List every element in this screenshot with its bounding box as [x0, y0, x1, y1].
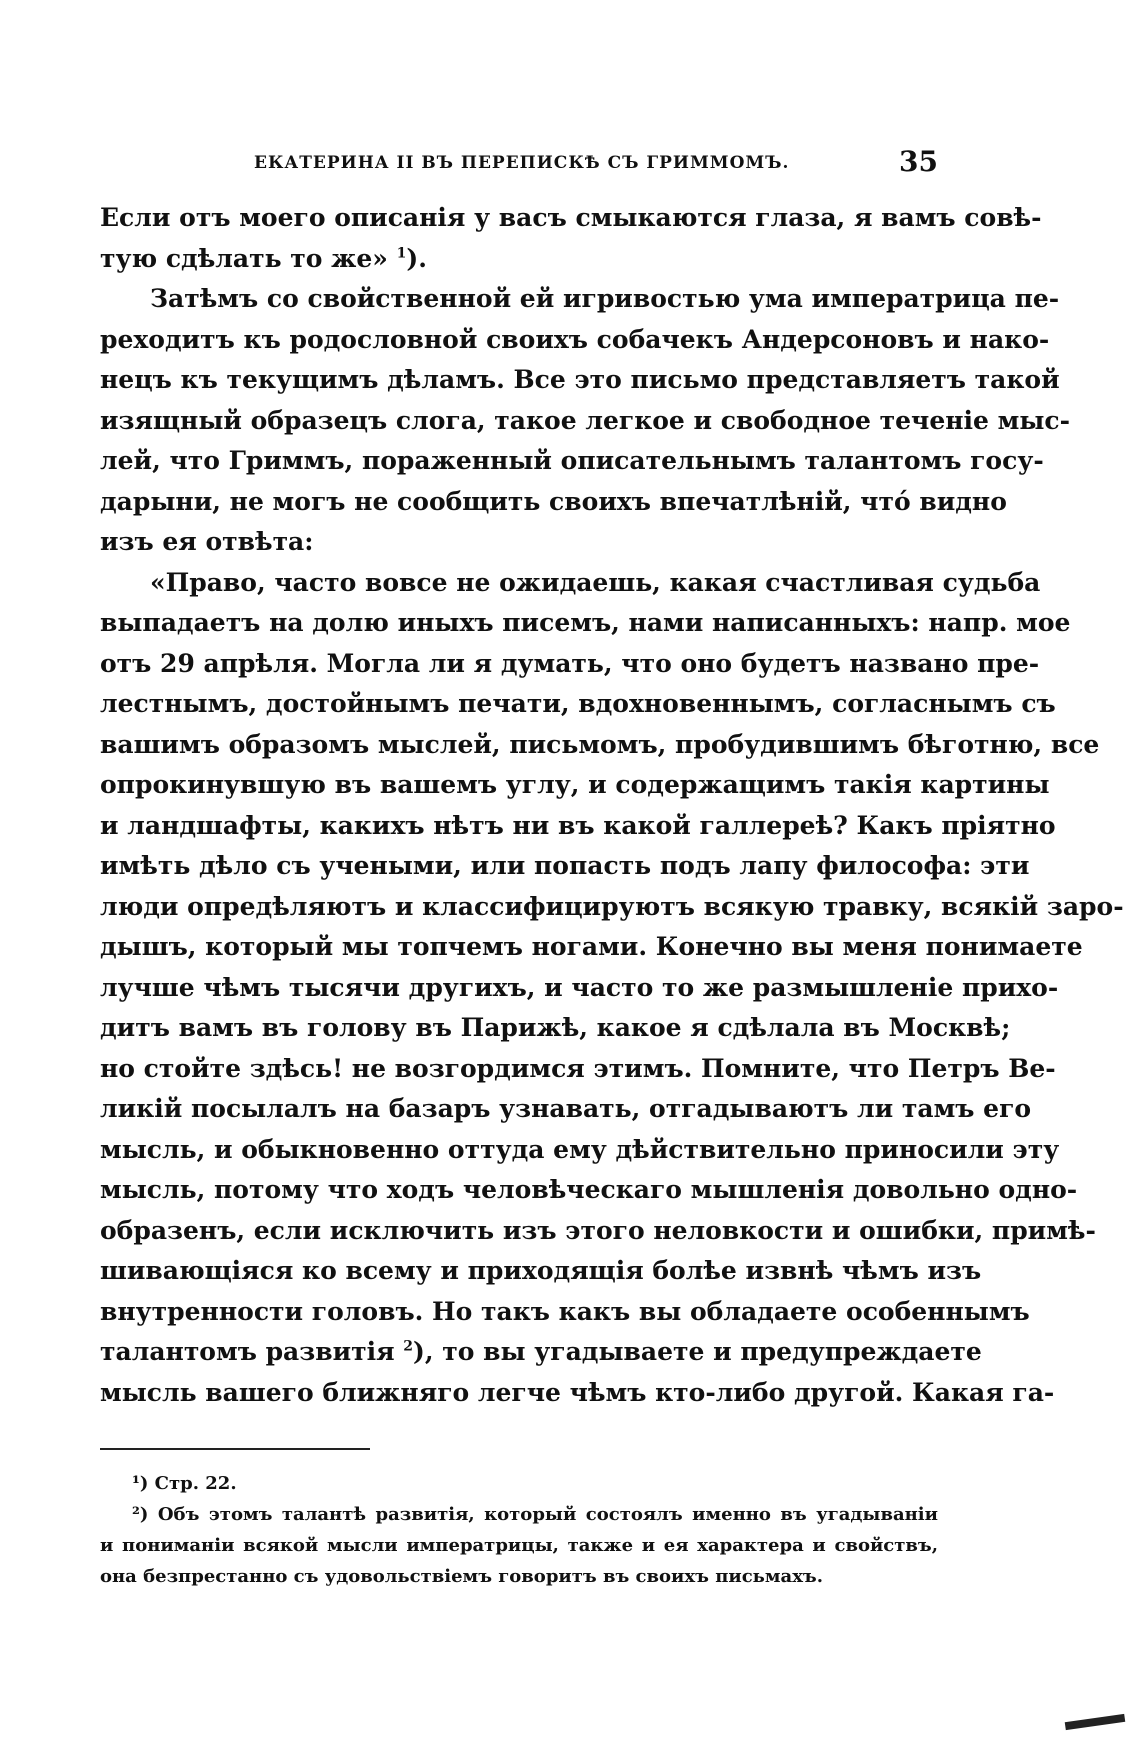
footnote-ref-1: 1	[396, 245, 407, 262]
text-line: имѣть дѣло съ учеными, или попасть подъ лапу философа: эти	[100, 851, 1030, 880]
text-line: лей, что Гриммъ, пораженный описательнымъ талантомъ госу-	[100, 446, 1044, 475]
footnote-2-line: она безпрестанно съ удовольствіемъ говоритъ въ своихъ письмахъ.	[100, 1566, 823, 1587]
running-title: ЕКАТЕРИНА II ВЪ ПЕРЕПИСКѢ СЪ ГРИММОМЪ.	[254, 153, 790, 173]
text-line: дитъ вамъ въ голову въ Парижѣ, какое я сдѣлала въ Москвѣ;	[100, 1013, 1011, 1042]
text-line-part: ).	[406, 243, 427, 273]
page-header	[100, 145, 938, 185]
text-line	[100, 1332, 982, 1373]
text-line: мысль вашего ближняго легче чѣмъ кто-либо другой. Какая га-	[100, 1377, 1055, 1407]
text-line: изъ ея отвѣта:	[100, 527, 314, 556]
text-line	[100, 239, 938, 280]
footnote-2-line: и пониманіи всякой мысли императрицы, также и ея характера и свойствъ,	[100, 1535, 938, 1556]
footnotes	[100, 1468, 938, 1592]
text-line-part: ), то вы угадываете и предупреждаете	[413, 1337, 982, 1366]
text-line: но стойте здѣсь! не возгордимся этимъ. Помните, что Петръ Ве-	[100, 1053, 1056, 1083]
text-line: «Право, часто вовсе не ожидаешь, какая счастливая судьба	[150, 567, 1041, 597]
footnote-ref-2: 2	[403, 1338, 414, 1355]
text-line: шивающіяся ко всему и приходящія болѣе извнѣ чѣмъ изъ	[100, 1256, 982, 1285]
text-line: мысль, и обыкновенно оттуда ему дѣйствительно приносили эту	[100, 1134, 1060, 1164]
text-line: выпадаетъ на долю иныхъ писемъ, нами написанныхъ: напр. мое	[100, 608, 1071, 637]
text-line: мысль, потому что ходъ человѣческаго мышленія довольно одно-	[100, 1175, 1078, 1204]
footnote-separator	[100, 1448, 370, 1450]
text-line: отъ 29 апрѣля. Могла ли я думать, что оно будетъ названо пре-	[100, 648, 1040, 678]
page-number: 35	[899, 145, 938, 178]
text-line: и ландшафты, какихъ нѣтъ ни въ какой галлереѣ? Какъ пріятно	[100, 810, 1056, 840]
text-line: изящный образецъ слога, такое легкое и свободное теченіе мыс-	[100, 405, 1071, 435]
text-line: лестнымъ, достойнымъ печати, вдохновеннымъ, согласнымъ съ	[100, 689, 1056, 718]
text-line: дышъ, который мы топчемъ ногами. Конечно вы меня понимаете	[100, 932, 1083, 961]
text-line-part: талантомъ развитія	[100, 1337, 404, 1366]
text-line: нецъ къ текущимъ дѣламъ. Все это письмо представляетъ такой	[100, 365, 1060, 394]
text-line: люди опредѣляютъ и классифицируютъ всякую травку, всякій заро-	[100, 891, 1124, 921]
text-line: вашимъ образомъ мыслей, письмомъ, пробудившимъ бѣготню, все	[100, 729, 1100, 759]
text-line: Затѣмъ со свойственной ей игривостью ума императрица пе-	[150, 284, 1060, 313]
text-line: Если отъ моего описанія у васъ смыкаются глаза, я вамъ совѣ-	[100, 203, 1042, 232]
body-text	[100, 198, 1124, 1413]
text-line: реходитъ къ родословной своихъ собачекъ Андерсоновъ и нако-	[100, 324, 1050, 354]
text-line: опрокинувшую въ вашемъ углу, и содержащимъ такія картины	[100, 770, 1050, 799]
text-line: образенъ, если исключить изъ этого неловкости и ошибки, примѣ-	[100, 1215, 1096, 1245]
text-line: ликій посылалъ на базаръ узнавать, отгадываютъ ли тамъ его	[100, 1094, 1032, 1123]
text-line: дарыни, не могъ не сообщить своихъ впечатлѣній, чтó видно	[100, 486, 1007, 516]
scan-mark	[1065, 1714, 1126, 1730]
text-line-part: тую сдѣлать то же»	[100, 243, 397, 273]
footnote-1: ¹) Стр. 22.	[132, 1473, 237, 1494]
text-line: внутренности головъ. Но такъ какъ вы обладаете особеннымъ	[100, 1296, 1030, 1326]
footnote-2: ²) Объ этомъ талантѣ развитія, который состоялъ именно въ угадываніи	[132, 1504, 938, 1525]
text-line: лучше чѣмъ тысячи другихъ, и часто то же размышленіе прихо-	[100, 972, 1059, 1002]
